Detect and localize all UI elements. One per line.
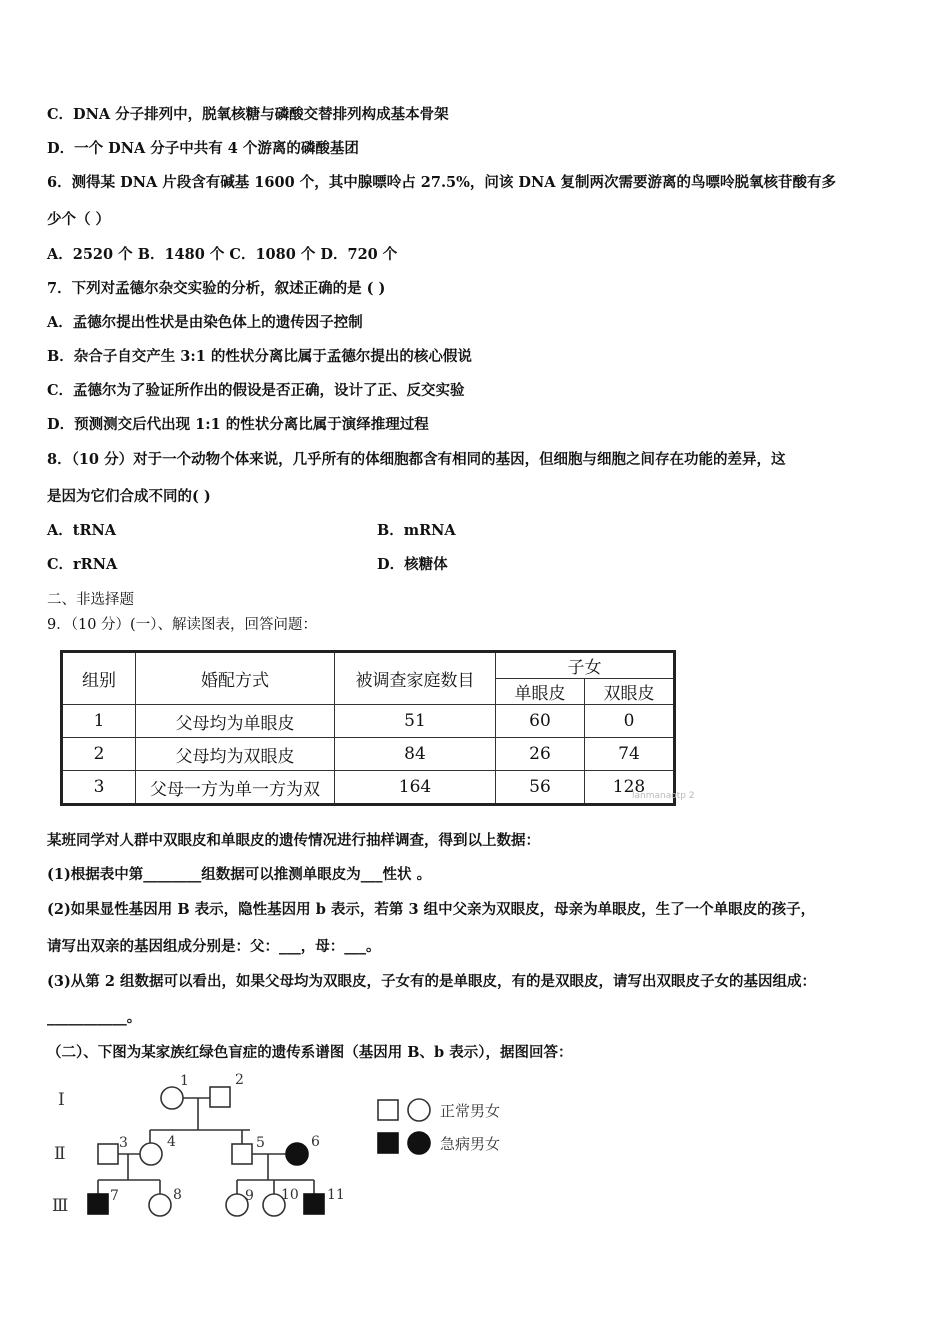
option-5d: D．一个 DNA 分子中共有 4 个游离的磷酸基团 bbox=[47, 140, 359, 157]
option-7c: C．孟德尔为了验证所作出的假设是否正确，设计了正、反交实验 bbox=[47, 382, 465, 399]
question-6-options: A．2520 个 B．1480 个 C．1080 个 D．720 个 bbox=[47, 246, 398, 263]
legend-affected-female bbox=[408, 1132, 430, 1154]
individual-1 bbox=[161, 1087, 183, 1109]
option-7d: D．预测测交后代出现 1:1 的性状分离比属于演绎推理过程 bbox=[47, 416, 429, 433]
num-9: 9 bbox=[245, 1188, 254, 1204]
question-7: 7．下列对孟德尔杂交实验的分析，叙述正确的是 ( ) bbox=[47, 280, 386, 297]
survey-intro: 某班同学对人群中双眼皮和单眼皮的遗传情况进行抽样调查，得到以上数据： bbox=[47, 832, 540, 849]
question-9: 9．（10 分）(一）、解读图表，回答问题： bbox=[47, 617, 317, 633]
num-5: 5 bbox=[256, 1135, 265, 1151]
num-10: 10 bbox=[281, 1187, 299, 1203]
header-mating: 婚配方式 bbox=[136, 652, 335, 705]
individual-8 bbox=[149, 1194, 171, 1216]
part-2-intro: （二）、下图为某家族红绿色盲症的遗传系谱图（基因用 B、b 表示），据图回答： bbox=[47, 1044, 573, 1061]
gen-label-1: Ⅰ bbox=[58, 1090, 65, 1110]
num-1: 1 bbox=[180, 1073, 189, 1089]
question-8-cont: 是因为它们合成不同的( ) bbox=[47, 488, 211, 505]
table-row bbox=[62, 771, 675, 805]
question-6-cont: 少个（ ） bbox=[47, 211, 111, 228]
legend-normal-female bbox=[408, 1099, 430, 1121]
individual-11 bbox=[304, 1194, 324, 1214]
gen-label-3: Ⅲ bbox=[52, 1196, 69, 1216]
question-9-2: (2)如果显性基因用 B 表示，隐性基因用 b 表示，若第 3 组中父亲为双眼皮，母亲为单眼皮，生了一个单眼皮的孩子， bbox=[47, 901, 816, 918]
option-7a: A．孟德尔提出性状是由染色体上的遗传因子控制 bbox=[47, 314, 363, 331]
legend-affected-label: 急病男女 bbox=[440, 1135, 501, 1153]
cell-double: 0 bbox=[585, 705, 675, 738]
num-7: 7 bbox=[110, 1188, 119, 1204]
num-6: 6 bbox=[311, 1134, 320, 1150]
gen-label-2: Ⅱ bbox=[54, 1144, 66, 1164]
num-2: 2 bbox=[235, 1072, 244, 1088]
cell-single: 60 bbox=[496, 705, 585, 738]
cell-mating: 父母一方为单一方为双 bbox=[136, 771, 335, 805]
header-children: 子女 bbox=[496, 652, 675, 679]
cell-double: 74 bbox=[585, 738, 675, 771]
watermark: lanmanaotp 2 bbox=[632, 791, 695, 801]
header-double: 双眼皮 bbox=[585, 679, 675, 705]
option-8b: B．mRNA bbox=[377, 522, 456, 539]
survey-table bbox=[60, 650, 676, 806]
individual-5 bbox=[232, 1144, 252, 1164]
question-9-3-answer: ___________。 bbox=[47, 1009, 142, 1026]
individual-6 bbox=[286, 1143, 308, 1165]
individual-2 bbox=[210, 1087, 230, 1107]
individual-4 bbox=[140, 1143, 162, 1165]
option-8d: D．核糖体 bbox=[377, 556, 448, 573]
legend-normal-male bbox=[378, 1100, 398, 1120]
legend-affected-male bbox=[378, 1133, 398, 1153]
question-6: 6．测得某 DNA 片段含有碱基 1600 个，其中腺嘌呤占 27.5%，问该 DNA 复制两次需要游离的鸟嘌呤脱氧核苷酸有多 bbox=[47, 174, 837, 191]
pedigree-chart bbox=[40, 1068, 560, 1228]
individual-7 bbox=[88, 1194, 108, 1214]
cell-single: 26 bbox=[496, 738, 585, 771]
num-4: 4 bbox=[167, 1134, 176, 1150]
question-9-1: (1)根据表中第________组数据可以推测单眼皮为___性状 。 bbox=[47, 866, 432, 883]
section-heading: 二、非选择题 bbox=[47, 592, 134, 608]
cell-group: 2 bbox=[62, 738, 136, 771]
option-7b: B．杂合子自交产生 3:1 的性状分离比属于孟德尔提出的核心假说 bbox=[47, 348, 472, 365]
num-3: 3 bbox=[119, 1135, 128, 1151]
header-single: 单眼皮 bbox=[496, 679, 585, 705]
cell-mating: 父母均为双眼皮 bbox=[136, 738, 335, 771]
question-9-3: (3)从第 2 组数据可以看出，如果父母均为双眼皮，子女有的是单眼皮，有的是双眼皮，请写出双眼皮子女的基因组成： bbox=[47, 973, 816, 990]
table-row bbox=[62, 738, 675, 771]
cell-families: 164 bbox=[335, 771, 496, 805]
question-8: 8．（10 分）对于一个动物个体来说，几乎所有的体细胞都含有相同的基因，但细胞与细胞之间存在功能的差异，这 bbox=[47, 451, 786, 468]
table-row bbox=[62, 705, 675, 738]
header-group: 组别 bbox=[62, 652, 136, 705]
individual-3 bbox=[98, 1144, 118, 1164]
question-9-2-cont: 请写出双亲的基因组成分别是：父：___，母：___。 bbox=[47, 938, 381, 955]
header-families: 被调查家庭数目 bbox=[335, 652, 496, 705]
cell-group: 3 bbox=[62, 771, 136, 805]
num-8: 8 bbox=[173, 1187, 182, 1203]
legend-normal-label: 正常男女 bbox=[440, 1102, 501, 1120]
cell-double: 128 bbox=[585, 771, 675, 805]
cell-group: 1 bbox=[62, 705, 136, 738]
option-5c: C．DNA 分子排列中，脱氧核糖与磷酸交替排列构成基本骨架 bbox=[47, 106, 449, 123]
option-8c: C．rRNA bbox=[47, 556, 118, 573]
cell-mating: 父母均为单眼皮 bbox=[136, 705, 335, 738]
num-11: 11 bbox=[327, 1187, 345, 1203]
cell-single: 56 bbox=[496, 771, 585, 805]
cell-families: 84 bbox=[335, 738, 496, 771]
option-8a: A．tRNA bbox=[47, 522, 117, 539]
cell-families: 51 bbox=[335, 705, 496, 738]
